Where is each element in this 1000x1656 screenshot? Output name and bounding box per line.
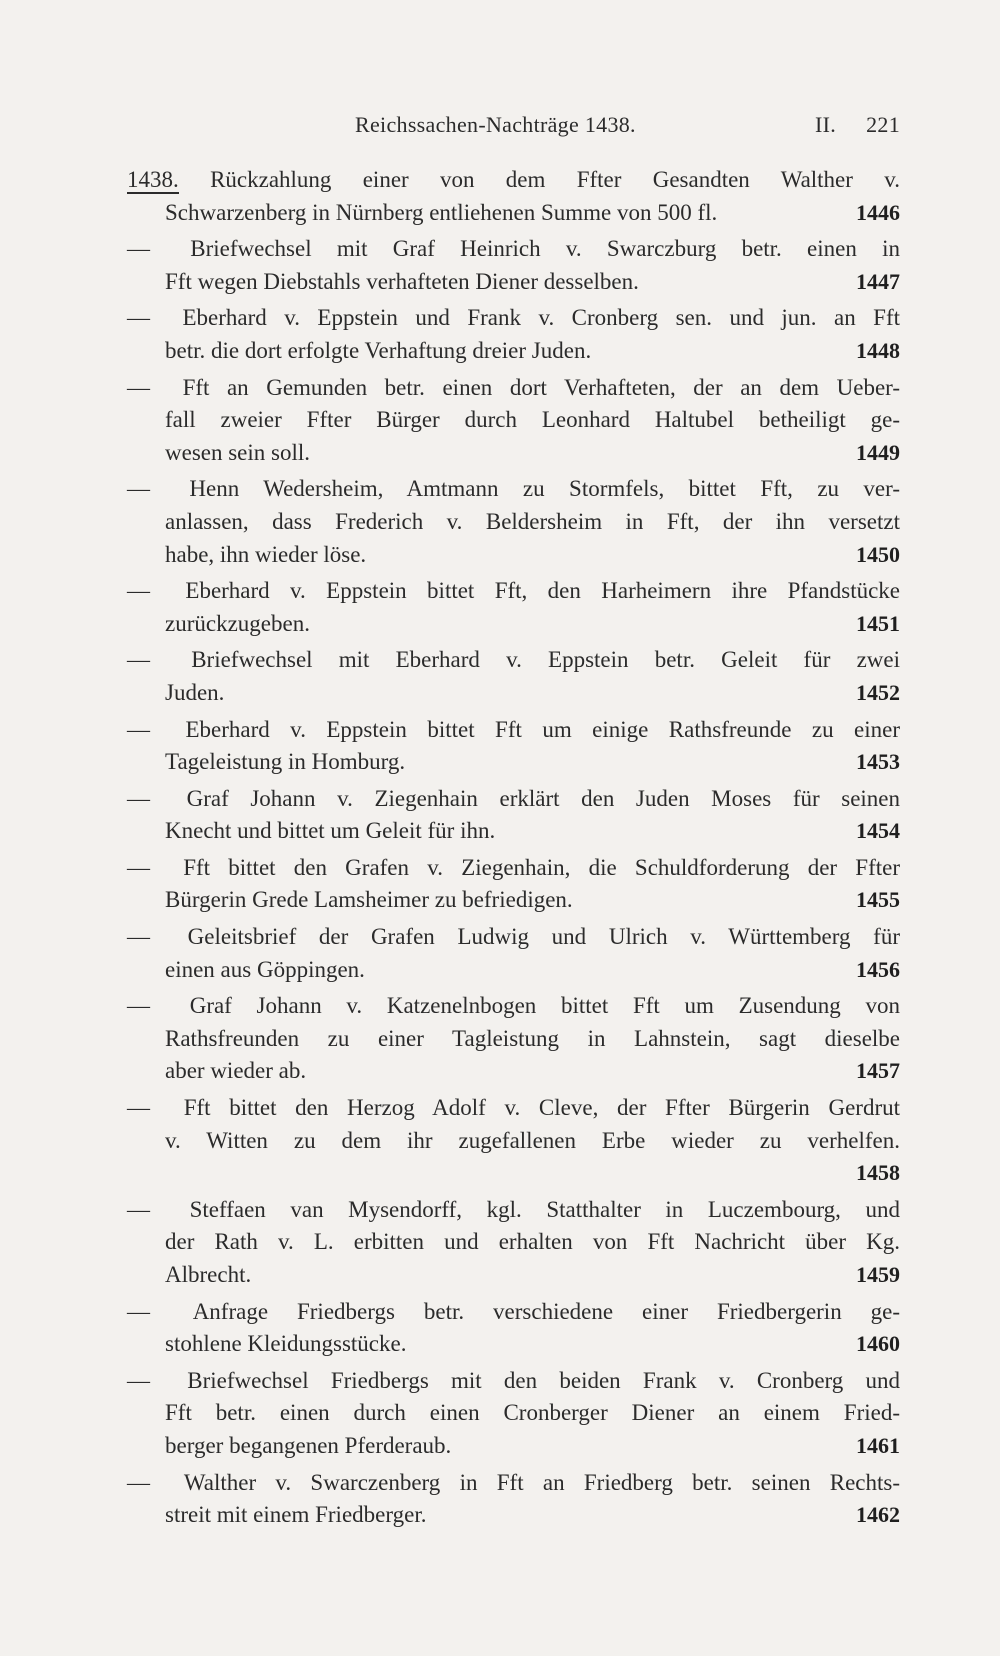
entry-line <box>127 783 900 816</box>
entry-dash: — <box>127 924 150 950</box>
entry-line <box>127 954 900 987</box>
register-entry <box>127 990 900 1088</box>
entry-dash: — <box>127 305 150 331</box>
entry-dash: — <box>127 1196 150 1222</box>
entry-line <box>127 1365 900 1398</box>
entry-number: 1448 <box>856 337 900 363</box>
entry-line <box>127 1499 900 1532</box>
entry-text: der Rath v. L. erbitten und erhalten von Fft Nachricht über Kg. <box>165 1229 900 1255</box>
register-entry <box>127 783 900 848</box>
entry-line <box>127 1430 900 1463</box>
register-entry <box>127 372 900 470</box>
entry-text: Bürgerin Grede Lamsheimer zu befriedigen. <box>165 887 573 913</box>
entry-number: 1454 <box>856 818 900 844</box>
entry-text: Fft bittet den Herzog Adolf v. Cleve, der Ffter Bürgerin Gerdrut <box>183 1095 900 1121</box>
register-entry <box>127 921 900 986</box>
entry-text: berger begangenen Pferderaub. <box>165 1432 452 1458</box>
entry-line <box>127 746 900 779</box>
header-section: II. <box>815 112 837 137</box>
entry-text: Briefwechsel mit Eberhard v. Eppstein betr. Geleit für zwei <box>191 647 900 673</box>
entry-line <box>127 1092 900 1125</box>
register-entry <box>127 714 900 779</box>
entry-number: 1452 <box>856 679 900 705</box>
entry-line <box>127 437 900 470</box>
entry-line <box>127 233 900 266</box>
entry-text: Steffaen van Mysendorff, kgl. Statthalter in Luczembourg, und <box>189 1196 900 1222</box>
entry-text: Henn Wedersheim, Amtmann zu Stormfels, bittet Fft, zu ver- <box>189 476 901 502</box>
entry-text: Fft betr. einen durch einen Cronberger Diener an einem Fried- <box>165 1400 900 1426</box>
entry-text: Eberhard v. Eppstein und Frank v. Cronberg sen. und jun. an Fft <box>182 305 901 331</box>
entry-text: Graf Johann v. Ziegenhain erklärt den Juden Moses für seinen <box>186 785 901 811</box>
entry-text: Fft bittet den Grafen v. Ziegenhain, die Schuldforderung der Ffter <box>183 854 900 880</box>
entry-dash: — <box>127 993 150 1019</box>
entry-line <box>127 1055 900 1088</box>
entry-text: Knecht und bittet um Geleit für ihn. <box>165 818 496 844</box>
entry-line <box>127 884 900 917</box>
entry-text: Albrecht. <box>165 1262 252 1287</box>
entry-text: Rückzahlung einer von dem Ffter Gesandten Walther v. <box>210 167 900 192</box>
entry-line <box>127 1023 900 1056</box>
entry-text: v. Witten zu dem ihr zugefallenen Erbe wieder zu verhelfen. <box>165 1127 900 1153</box>
entry-number: 1446 <box>856 199 900 225</box>
entry-line <box>127 1328 900 1361</box>
register-entry <box>127 575 900 640</box>
register-entry <box>127 644 900 709</box>
entry-line <box>127 266 900 299</box>
register-entry <box>127 1194 900 1292</box>
entry-number: 1451 <box>856 610 900 636</box>
entry-number: 1449 <box>856 439 900 465</box>
entry-dash: — <box>127 1469 150 1495</box>
entry-line <box>127 506 900 539</box>
entry-text: anlassen, dass Frederich v. Beldersheim in Fft, der ihn versetzt <box>165 508 900 534</box>
register-entry <box>127 1365 900 1463</box>
entry-text: zurückzugeben. <box>165 610 310 636</box>
entry-text: betr. die dort erfolgte Verhaftung dreier Juden. <box>165 337 592 363</box>
register-entry <box>127 1092 900 1190</box>
entry-list <box>127 164 900 1536</box>
entry-text: Fft wegen Diebstahls verhafteten Diener desselben. <box>165 268 639 294</box>
entry-line <box>127 335 900 368</box>
entry-line <box>127 852 900 885</box>
entry-number: 1460 <box>856 1331 900 1357</box>
entry-line <box>127 644 900 677</box>
entry-dash: — <box>127 476 150 502</box>
entry-number: 1461 <box>856 1432 900 1458</box>
entry-text: Rathsfreunden zu einer Tagleistung in Lahnstein, sagt dieselbe <box>165 1025 900 1051</box>
entry-text: Graf Johann v. Katzenelnbogen bittet Fft um Zusendung von <box>189 993 900 1019</box>
entry-number: 1457 <box>856 1058 900 1084</box>
entry-dash: — <box>127 1095 150 1121</box>
entry-number: 1450 <box>856 541 900 567</box>
register-entry <box>127 164 900 229</box>
entry-line <box>127 1467 900 1500</box>
entry-line <box>127 473 900 506</box>
entry-line <box>127 164 900 197</box>
entry-text: wesen sein soll. <box>165 439 311 465</box>
register-entry <box>127 852 900 917</box>
entry-text: Eberhard v. Eppstein bittet Fft um einige Rathsfreunde zu einer <box>185 716 901 742</box>
register-entry <box>127 1467 900 1532</box>
entry-dash: — <box>127 647 150 673</box>
entry-line <box>127 197 900 230</box>
entry-text: Anfrage Friedbergs betr. verschiedene einer Friedbergerin ge- <box>192 1298 901 1324</box>
entry-number: 1456 <box>856 956 900 982</box>
entry-text: Briefwechsel Friedbergs mit den beiden Frank v. Cronberg und <box>187 1367 901 1393</box>
entry-text: habe, ihn wieder löse. <box>165 541 367 567</box>
entry-text: stohlene Kleidungsstücke. <box>165 1331 407 1357</box>
entry-dash: — <box>127 374 150 400</box>
entry-text: fall zweier Ffter Bürger durch Leonhard Haltubel betheiligt ge- <box>165 407 900 433</box>
entry-text: Juden. <box>165 679 225 705</box>
entry-text: Tageleistung in Homburg. <box>165 749 406 775</box>
register-entry <box>127 473 900 571</box>
entry-line <box>127 372 900 405</box>
entry-dash: — <box>127 854 150 880</box>
entry-number: 1447 <box>856 268 900 294</box>
register-entry <box>127 302 900 367</box>
entry-text: einen aus Göppingen. <box>165 956 365 982</box>
entry-line <box>127 1194 900 1227</box>
entry-number: 1458 <box>856 1160 900 1186</box>
entry-text: streit mit einem Friedberger. <box>165 1502 427 1528</box>
register-entry <box>127 1296 900 1361</box>
entry-text: Geleitsbrief der Grafen Ludwig und Ulrich v. Württemberg für <box>187 924 900 950</box>
page-number: 221 <box>866 112 900 137</box>
entry-number: 1453 <box>856 749 900 775</box>
entry-dash: — <box>127 578 150 604</box>
entry-line <box>127 302 900 335</box>
entry-number: 1459 <box>856 1262 900 1287</box>
entry-dash: — <box>127 236 150 262</box>
header-page-reference <box>815 112 900 138</box>
entry-line <box>127 815 900 848</box>
entry-number: 1462 <box>856 1502 900 1528</box>
header-title: Reichssachen-Nachträge 1438. <box>355 112 636 137</box>
running-header <box>355 112 900 138</box>
entry-line <box>127 539 900 572</box>
entry-dash: — <box>127 1367 150 1393</box>
entry-text: Eberhard v. Eppstein bittet Fft, den Harheimern ihre Pfandstücke <box>185 578 901 604</box>
entry-text: Briefwechsel mit Graf Heinrich v. Swarczburg betr. einen in <box>190 236 901 262</box>
entry-line <box>127 1259 900 1292</box>
entry-line <box>127 608 900 641</box>
entry-text: Schwarzenberg in Nürnberg entliehenen Summe von 500 fl. <box>165 199 718 225</box>
register-entry <box>127 233 900 298</box>
entry-line <box>127 1157 900 1190</box>
entry-text: Fft an Gemunden betr. einen dort Verhafteten, der an dem Ueber- <box>182 374 901 400</box>
entry-line <box>127 921 900 954</box>
entry-line <box>127 404 900 437</box>
entry-line <box>127 1125 900 1158</box>
entry-dash: — <box>127 785 150 811</box>
entry-text: Walther v. Swarczenberg in Fft an Friedberg betr. seinen Rechts- <box>183 1469 900 1495</box>
entry-dash: — <box>127 1298 150 1324</box>
entry-text: aber wieder ab. <box>165 1058 307 1084</box>
entry-line <box>127 677 900 710</box>
entry-line <box>127 1397 900 1430</box>
entry-line <box>127 1296 900 1329</box>
entry-line <box>127 714 900 747</box>
entry-line <box>127 575 900 608</box>
entry-year: 1438. <box>127 167 179 192</box>
entry-dash: — <box>127 716 150 742</box>
entry-line <box>127 1226 900 1259</box>
entry-number: 1455 <box>856 887 900 913</box>
entry-line <box>127 990 900 1023</box>
